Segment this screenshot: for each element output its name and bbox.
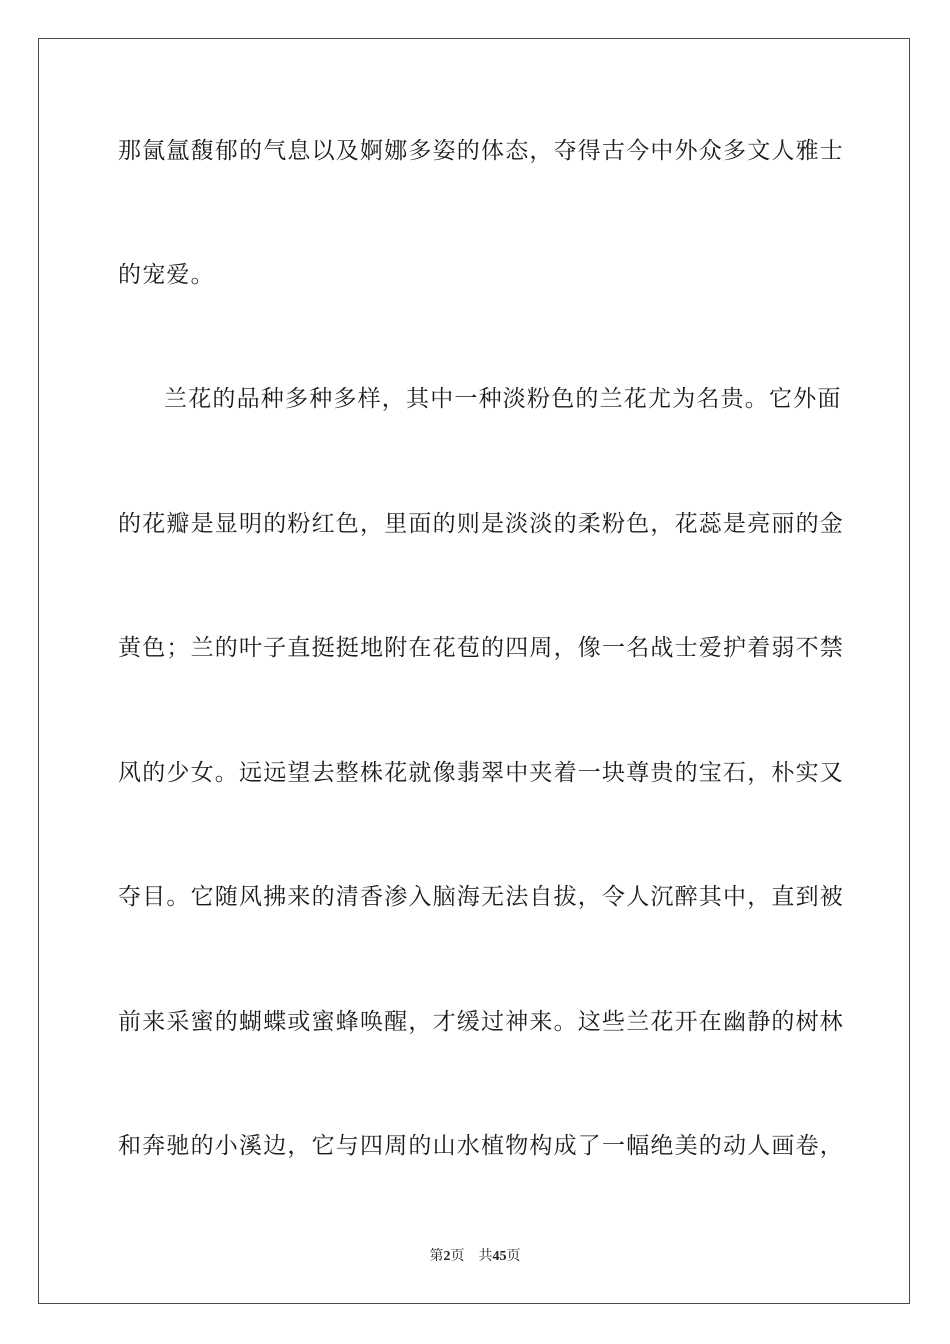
current-page: 2 xyxy=(443,1249,451,1264)
total-suffix: 页 xyxy=(506,1249,521,1264)
paragraph-line: 黄色；兰的叶子直挺挺地附在花苞的四周，像一名战士爱护着弱不禁 xyxy=(118,635,844,661)
page-suffix: 页 xyxy=(450,1249,465,1264)
page-footer xyxy=(0,1248,950,1266)
paragraph-line: 的宠爱。 xyxy=(118,262,215,288)
paragraph-line: 那氤氲馥郁的气息以及婀娜多姿的体态，夺得古今中外众多文人雅士 xyxy=(118,138,844,164)
paragraph-line: 兰花的品种多种多样，其中一种淡粉色的兰花尤为名贵。它外面 xyxy=(164,386,842,412)
paragraph-line: 风的少女。远远望去整株花就像翡翠中夹着一块尊贵的宝石，朴实又 xyxy=(118,760,844,786)
page-number xyxy=(430,1249,465,1264)
page-prefix: 第 xyxy=(429,1249,444,1264)
total-prefix: 共 xyxy=(478,1249,493,1264)
page-border xyxy=(38,38,910,1304)
paragraph-line: 和奔驰的小溪边，它与四周的山水植物构成了一幅绝美的动人画卷， xyxy=(118,1133,844,1159)
page-total xyxy=(479,1249,521,1264)
total-pages: 45 xyxy=(492,1249,507,1264)
paragraph-line: 前来采蜜的蝴蝶或蜜蜂唤醒，才缓过神来。这些兰花开在幽静的树林 xyxy=(118,1009,844,1035)
paragraph-line: 的花瓣是显明的粉红色，里面的则是淡淡的柔粉色，花蕊是亮丽的金 xyxy=(118,511,844,537)
paragraph-line: 夺目。它随风拂来的清香渗入脑海无法自拔，令人沉醉其中，直到被 xyxy=(118,884,844,910)
